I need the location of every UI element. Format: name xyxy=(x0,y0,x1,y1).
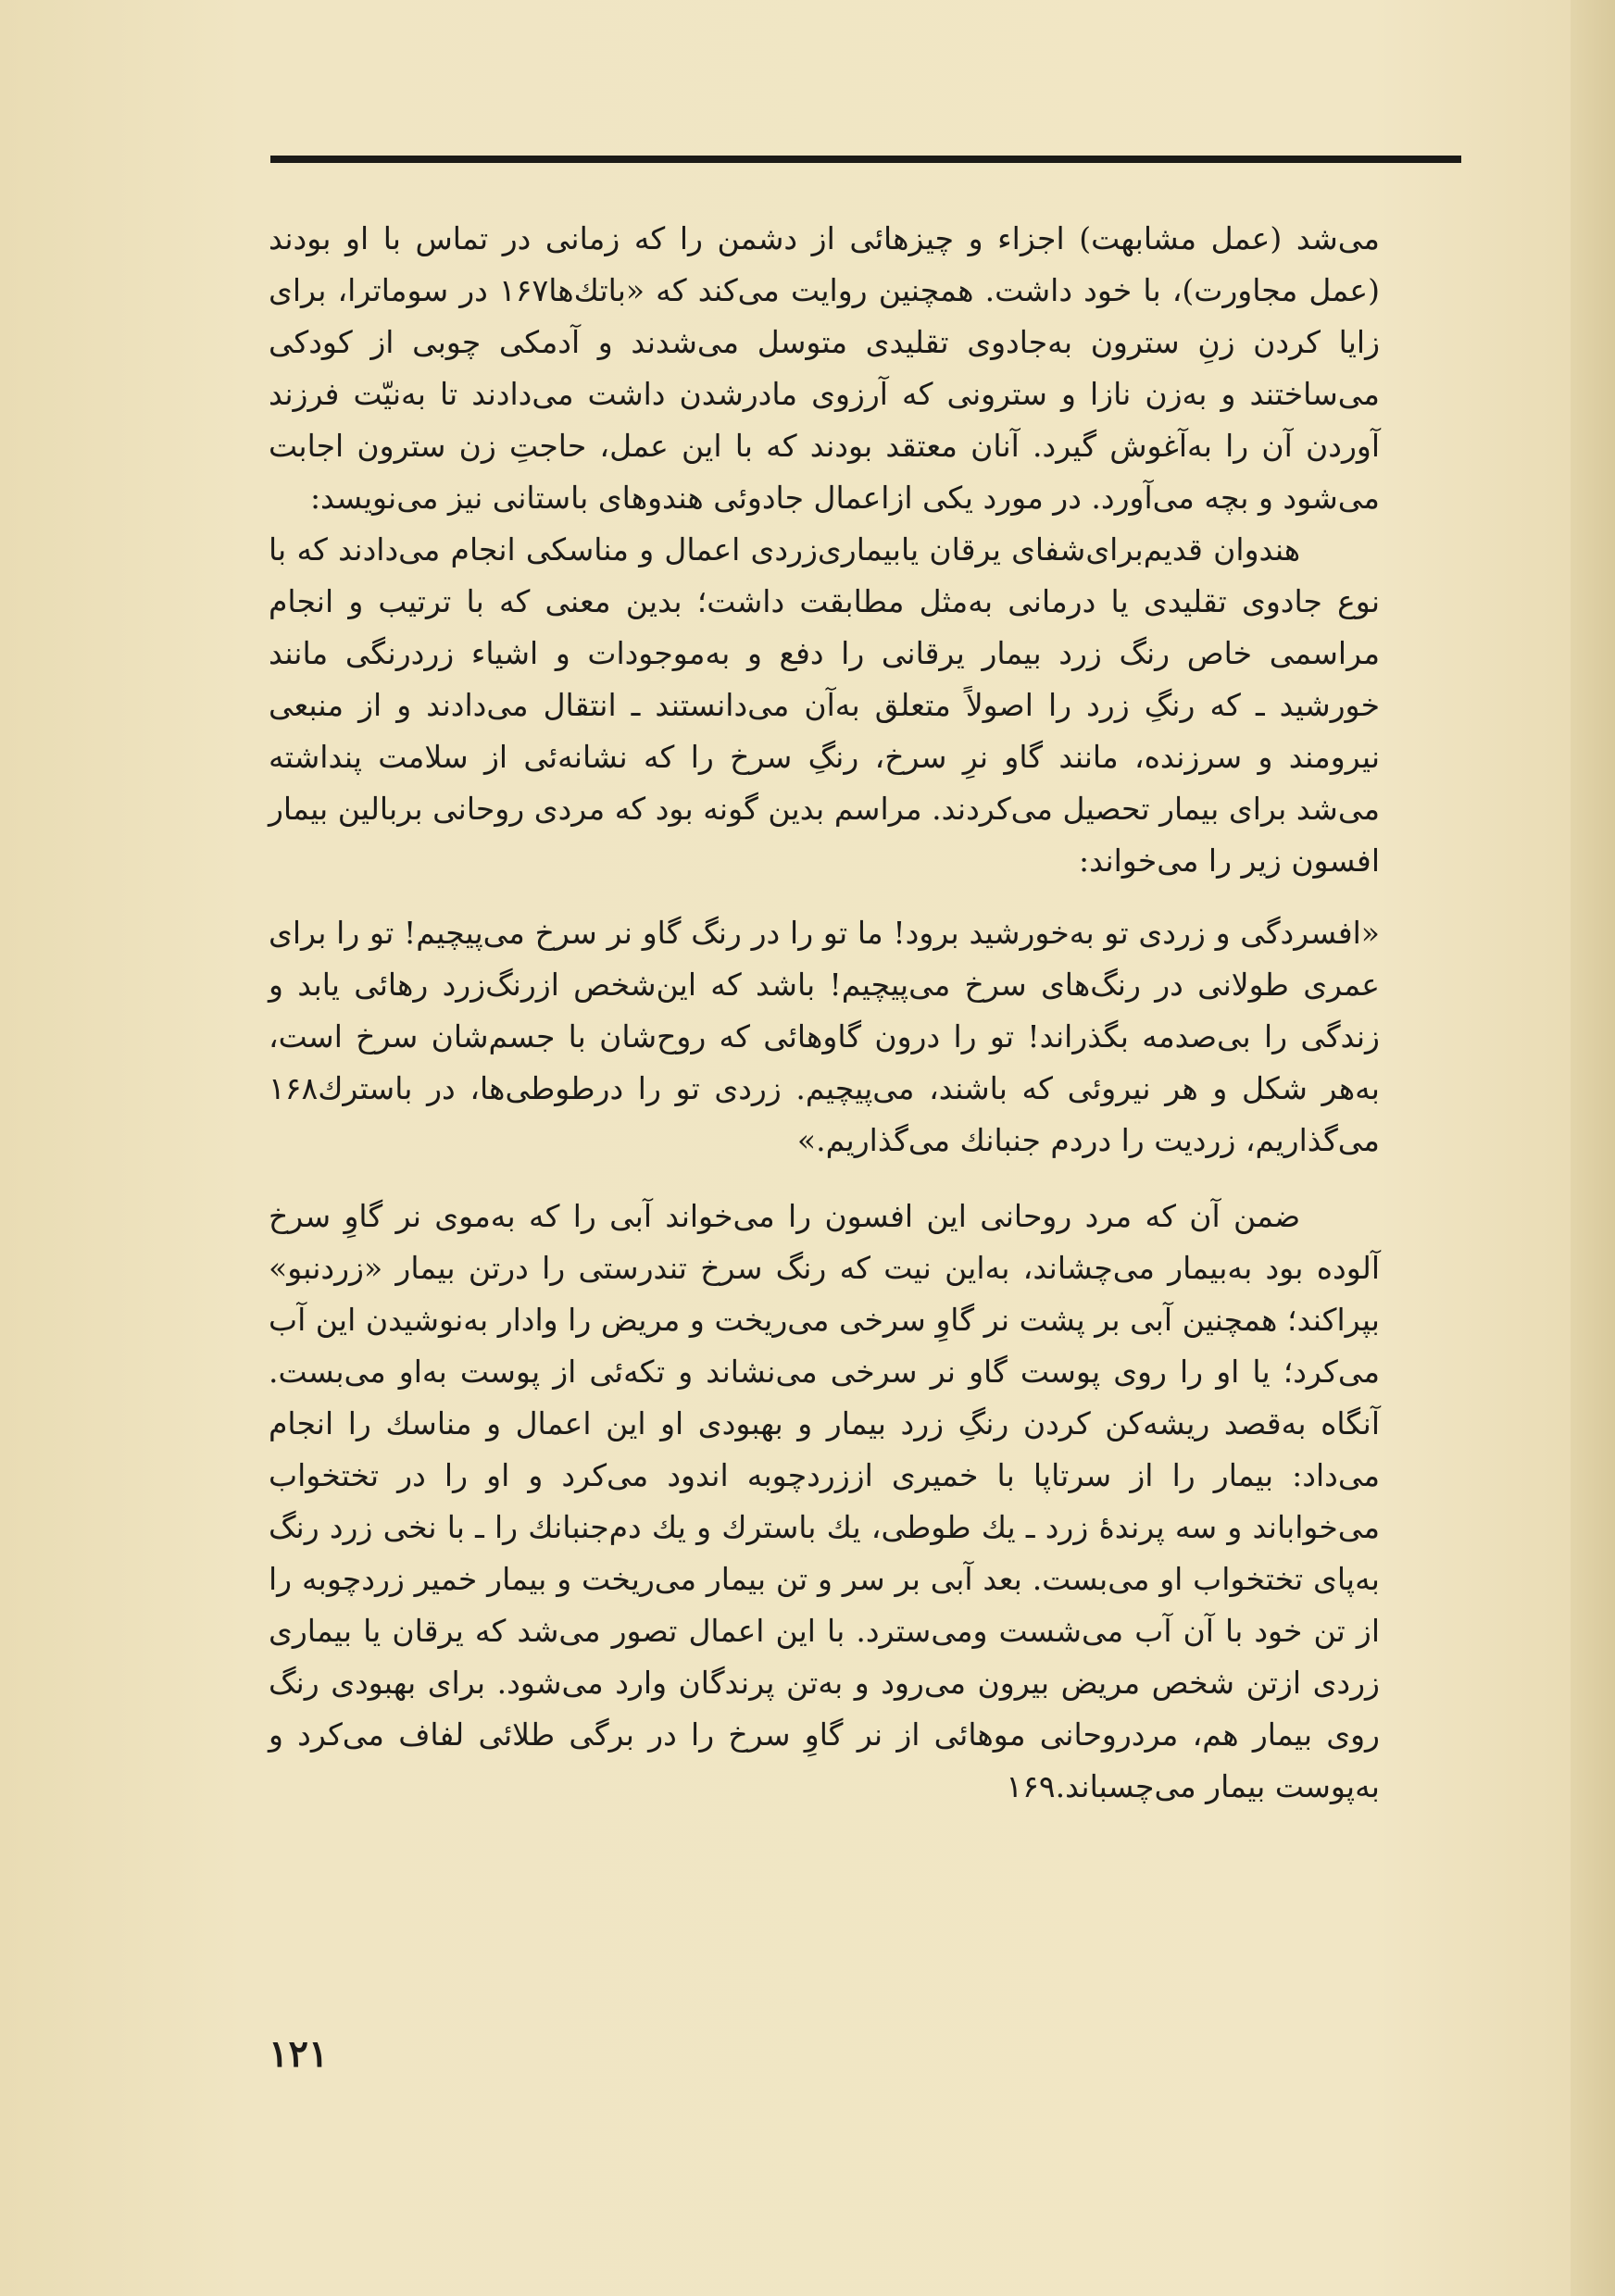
body-text xyxy=(269,213,1380,1813)
page-edge xyxy=(1571,0,1615,2296)
quotation-block: «افسردگی و زردی تو به‌خورشید برود! ما تو را در رنگ گاو نر سرخ می‌پیچیم! تو را برای عمری طولانی در رنگ‌های سرخ می‌پیچیم! باشد که این‌شخص ازرنگ‌زرد رهائی یابد و زندگی را بی‌صدمه بگذراند! تو را درون گاوهائی که روح‌شان با جسم‌شان سرخ است، به‌هر شکل و هر نیروئی که باشند، می‌پیچیم. زردی تو را درطوطی‌ها، در باسترك۱۶۸ می‌گذاریم، زردیت را دردم جنبانك می‌گذاریم.» xyxy=(269,915,1380,1158)
paragraph-4: ضمن آن که مرد روحانی این افسون را می‌خواند آبی را که به‌موی نر گاوِ سرخ آلوده بود به‌بیمار می‌چشاند، به‌این نیت که رنگ سرخ تندرستی را درتن بیمار «زردنبو» بپراکند؛ همچنین آبی بر پشت نر گاوِ سرخی می‌ریخت و مریض را وادار به‌نوشیدن این آب می‌کرد؛ یا او را روی پوست گاو نر سرخی می‌نشاند و تکه‌ئی از پوست به‌او می‌بست. آنگاه به‌قصد ریشه‌کن کردن رنگِ زرد بیمار و بهبودی او این اعمال و مناسك را انجام می‌داد: بیمار را از سرتاپا با خمیری اززردچوبه اندود می‌کرد و او را در تختخواب می‌خواباند و سه پرندهٔ زرد ـ یك طوطی، یك باسترك و یك دم‌جنبانك را ـ با نخی زرد رنگ به‌پای تختخواب او می‌بست. بعد آبی بر سر و تن بیمار می‌ریخت و بیمار خمیر زردچوبه را از تن خود با آن آب می‌شست ومی‌سترد. با این اعمال تصور می‌شد که یرقان یا بیماری زردی ازتن شخص مریض بیرون می‌رود و به‌تن پرندگان وارد می‌شود. برای بهبودی رنگ روی بیمار هم، مردروحانی موهائی از نر گاوِ سرخ را در برگی طلائی لفاف می‌کرد و به‌پوست بیمار می‌چسباند.۱۶۹ xyxy=(269,1198,1380,1804)
page-number: ۱۲۱ xyxy=(269,2032,329,2076)
paragraph-1: می‌شد (عمل مشابهت) اجزاء و چیزهائی از دشمن را که زمانی در تماس با او بودند (عمل مجاورت)، با خود داشت. همچنین روایت می‌کند که «باتك‌ها۱۶۷ در سوماترا، برای زایا کردن زنِ سترون به‌جادوی تقلیدی متوسل می‌شدند و آدمکی چوبی از کودکی می‌ساختند و به‌زن نازا و سترونی که آرزوی مادرشدن داشت می‌دادند تا به‌نیّت فرزند آوردن آن را به‌آغوش گیرد. آنان معتقد بودند که با این عمل، حاجتِ زن سترون اجابت می‌شود و بچه می‌آورد. در مورد یکی ازاعمال جادوئی هندوهای باستانی نیز می‌نویسد: xyxy=(269,220,1380,516)
paragraph-2: هندوان قدیم‌برای‌شفای یرقان یابیماری‌زردی اعمال و مناسکی انجام می‌دادند که با نوع جادوی تقلیدی یا درمانی به‌مثل مطابقت داشت؛ بدین معنی که با ترتیب و انجام مراسمی خاص رنگ زرد بیمار یرقانی را دفع و به‌موجودات و اشیاء زردرنگی مانند خورشید ـ که رنگِ زرد را اصولاً متعلق به‌آن می‌دانستند ـ انتقال می‌دادند و از منبعی نیرومند و سرزنده، مانند گاو نرِ سرخ، رنگِ سرخ را که نشانه‌ئی از سلامت پنداشته می‌شد برای بیمار تحصیل می‌کردند. مراسم بدین گونه بود که مردی روحانی بربالین بیمار افسون زیر را می‌خواند: xyxy=(269,531,1380,879)
header-rule xyxy=(270,156,1461,163)
